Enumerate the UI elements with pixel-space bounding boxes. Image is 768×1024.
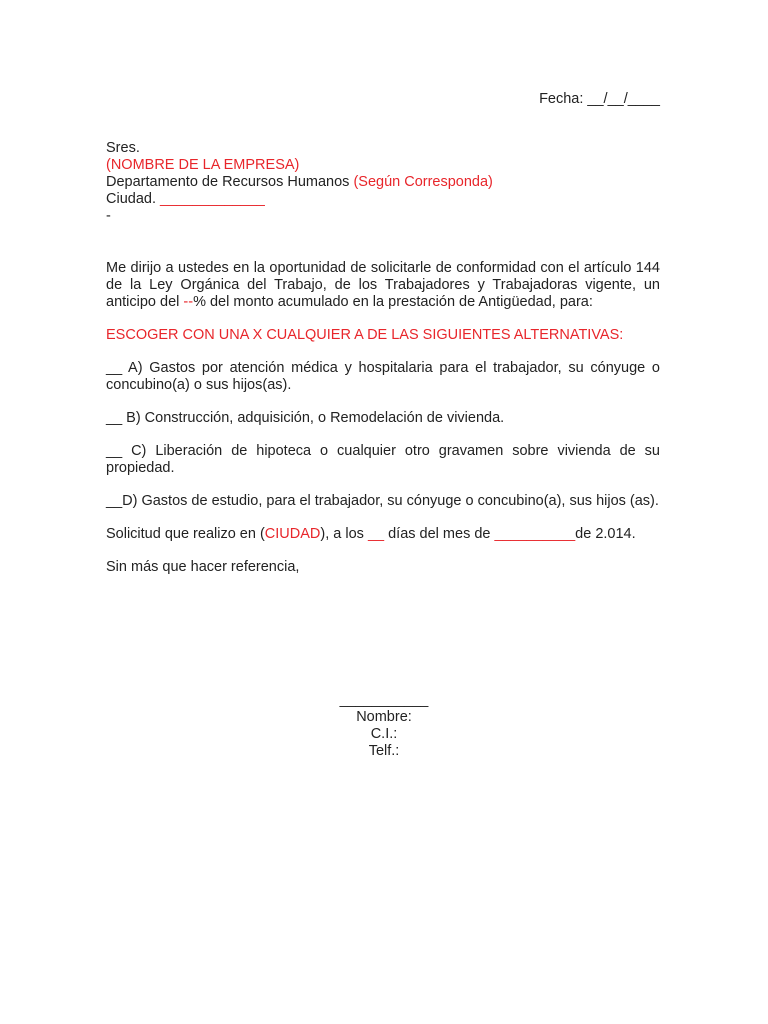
city-line (106, 191, 666, 208)
letter-body (106, 260, 660, 576)
year-text: de 2.014. (575, 526, 636, 542)
option-a: __ A) Gastos por atención médica y hospitalaria para el trabajador, su cónyuge o concubino(a) o sus hijos(as). (106, 360, 660, 393)
signature-line: ___________ (339, 692, 429, 708)
option-c: __ C) Liberación de hipoteca o cualquier otro gravamen sobre vivienda de su propiedad. (106, 443, 660, 476)
name-label: Nombre: (356, 709, 412, 725)
city-blank: _____________ (160, 191, 265, 207)
intro-text-before: Me dirijo a ustedes en la oportunidad de solicitarle de conformidad con el artículo 144 de la Ley Orgánica del Trabajo, de los Trabajadores y Trabajadoras vigente, un anticipo del (106, 260, 660, 310)
month-text: días del mes de (388, 526, 491, 542)
dash-line: - (106, 208, 111, 224)
request-line (106, 526, 660, 543)
id-label: C.I.: (370, 726, 398, 742)
intro-paragraph (106, 260, 660, 311)
percent-blank: -- (183, 294, 194, 310)
request-city: CIUDAD (264, 526, 321, 542)
intro-text-after: % del monto acumulado en la prestación de Antigüedad, para: (193, 294, 593, 310)
date-line: Fecha: __/__/____ (539, 91, 660, 107)
closing-line: Sin más que hacer referencia, (106, 559, 300, 575)
department-line (106, 174, 666, 191)
department-name: Departamento de Recursos Humanos (106, 174, 350, 190)
company-placeholder: (NOMBRE DE LA EMPRESA) (106, 157, 300, 173)
option-b: __ B) Construcción, adquisición, o Remodelación de vivienda. (106, 410, 505, 426)
month-blank: __________ (494, 526, 576, 542)
request-prefix: Solicitud que realizo en ( (106, 526, 265, 542)
phone-label: Telf.: (368, 743, 400, 759)
city-label: Ciudad. (106, 191, 156, 207)
instruction-line: ESCOGER CON UNA X CUALQUIER A DE LAS SIGUIENTES ALTERNATIVAS: (106, 327, 624, 343)
option-d: __D) Gastos de estudio, para el trabajador, su cónyuge o concubino(a), sus hijos (as). (106, 493, 659, 509)
request-mid: ), a los (320, 526, 364, 542)
signature-block (284, 692, 484, 760)
days-blank: __ (367, 526, 385, 542)
department-note: (Según Corresponda) (353, 174, 493, 190)
recipient-block (106, 140, 666, 225)
salutation: Sres. (106, 140, 140, 156)
